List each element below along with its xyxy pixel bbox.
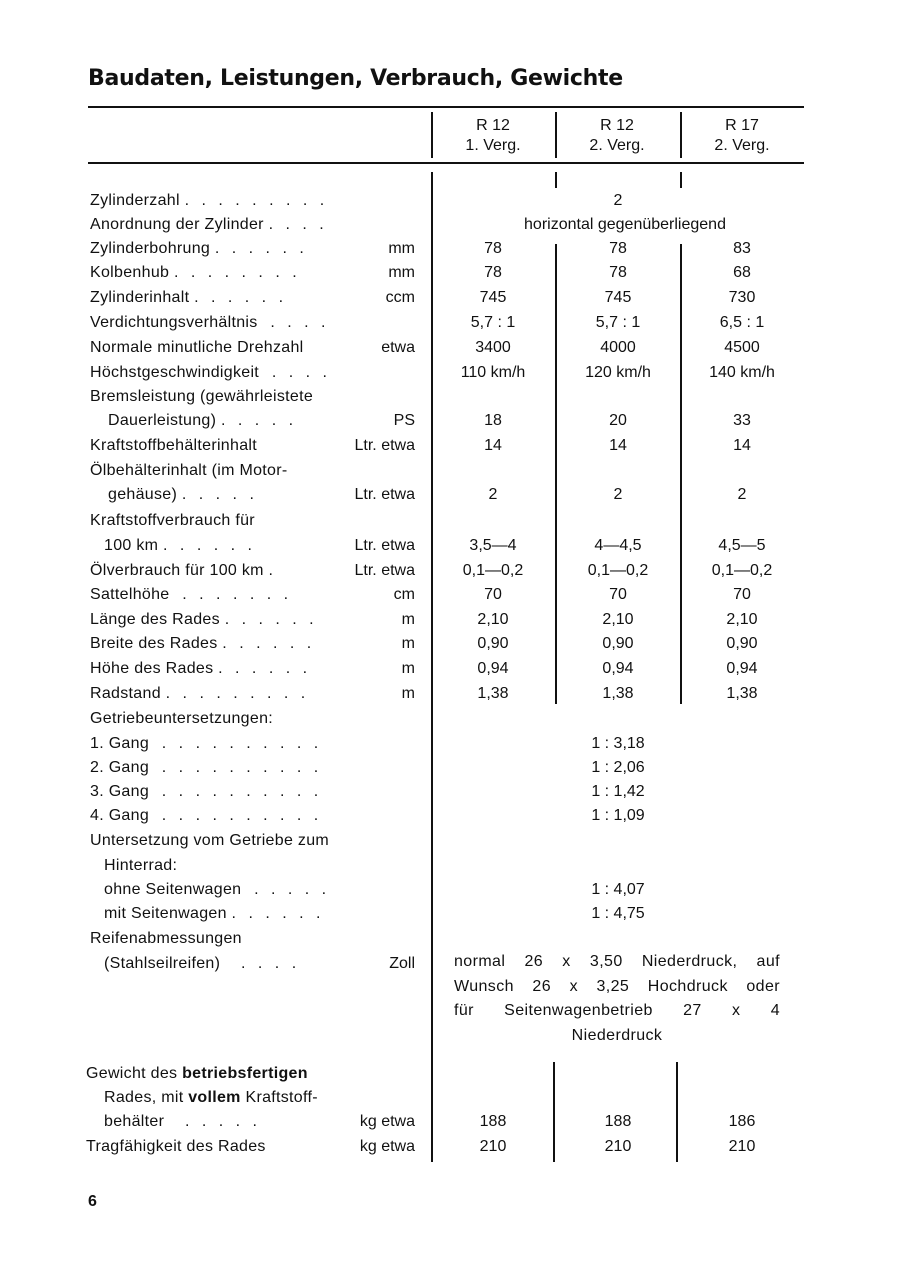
value-cell: 188 — [604, 1113, 632, 1130]
row-label: Rades, mit — [104, 1089, 184, 1106]
page-title: Baudaten, Leistungen, Verbrauch, Gewichte — [88, 66, 623, 91]
value-cell: 83 — [733, 240, 751, 257]
column-header-3: R 17 2. Verg. — [714, 117, 770, 154]
row-label: Breite des Rades — [90, 635, 218, 652]
table-row — [0, 783, 909, 808]
dot-leader: . . . . . . — [224, 611, 318, 628]
value-cell: 4,5—5 — [718, 537, 766, 554]
dot-leader: . . . . — [268, 216, 328, 233]
value-cell: 0,1—0,2 — [711, 562, 773, 579]
value-cell: 140 km/h — [709, 364, 775, 381]
row-label: Verdichtungsverhältnis — [90, 314, 258, 331]
row-unit: mm — [388, 240, 415, 257]
row-label: mit Seitenwagen — [104, 905, 227, 922]
row-unit: Ltr. etwa — [354, 486, 415, 503]
value-cell: 6,5 : 1 — [719, 314, 765, 331]
table-row — [0, 905, 909, 930]
value-cell: 68 — [733, 264, 751, 281]
tire-description-line: normal 26 x 3,50 Niederdruck, auf — [454, 953, 780, 970]
row-label: Bremsleistung (gewährleistete — [90, 388, 314, 405]
row-label: Höhe des Rades — [90, 660, 214, 677]
table-row — [0, 412, 909, 437]
column-header-1: R 12 1. Verg. — [465, 117, 521, 154]
header-top-rule — [88, 106, 804, 108]
value-cell: 1 : 4,07 — [591, 881, 645, 898]
value-cell: 1,38 — [602, 685, 634, 702]
table-row — [0, 240, 909, 265]
value-cell: 2 — [488, 486, 498, 503]
value-cell: 0,94 — [726, 660, 758, 677]
dot-leader: . . . . . . . . . — [165, 685, 310, 702]
value-cell: 20 — [609, 412, 627, 429]
value-cell: 188 — [479, 1113, 507, 1130]
dot-leader: . . . . . — [181, 486, 258, 503]
table-row — [0, 314, 909, 339]
table-row — [0, 807, 909, 832]
row-unit: kg etwa — [359, 1113, 415, 1130]
table-row — [0, 660, 909, 685]
value-cell: 70 — [733, 586, 751, 603]
row-label: Gewicht des — [86, 1065, 178, 1082]
table-row — [0, 1065, 909, 1090]
value-cell: 0,94 — [602, 660, 634, 677]
value-cell: 14 — [484, 437, 502, 454]
tire-description — [454, 950, 780, 1048]
dot-leader: . . . . . . . . . . — [161, 783, 323, 800]
page-number: 6 — [88, 1193, 97, 1210]
table-row — [0, 685, 909, 710]
row-label: (Stahlseilreifen) — [104, 955, 221, 972]
row-label: Kolbenhub — [90, 264, 170, 281]
value-cell: 78 — [484, 264, 502, 281]
value-cell: 120 km/h — [585, 364, 651, 381]
row-label: Getriebeuntersetzungen: — [90, 710, 274, 727]
value-cell: 0,1—0,2 — [587, 562, 649, 579]
dot-leader: . . . . . . — [231, 905, 325, 922]
value-cell: 2 — [613, 192, 623, 209]
row-label: gehäuse) — [108, 486, 178, 503]
value-cell: 78 — [609, 264, 627, 281]
dot-leader: . . . . . . . . . . — [161, 735, 323, 752]
value-cell: 70 — [609, 586, 627, 603]
row-label: Sattelhöhe — [90, 586, 170, 603]
dot-leader: . . . . . . . — [182, 586, 293, 603]
tire-description-line: für Seitenwagenbetrieb 27 x 4 — [454, 1002, 780, 1019]
row-unit: Ltr. etwa — [354, 562, 415, 579]
value-cell: horizontal gegenüberliegend — [524, 216, 726, 233]
value-cell: 1 : 3,18 — [591, 735, 645, 752]
value-cell: 3,5—4 — [469, 537, 517, 554]
table-row — [0, 486, 909, 511]
row-unit: Ltr. etwa — [354, 537, 415, 554]
row-unit: cm — [393, 586, 415, 603]
column-header-2: R 12 2. Verg. — [589, 117, 645, 154]
value-cell: 14 — [609, 437, 627, 454]
value-cell: 4500 — [724, 339, 760, 356]
value-cell: 33 — [733, 412, 751, 429]
row-unit: Ltr. etwa — [354, 437, 415, 454]
value-cell: 730 — [728, 289, 756, 306]
row-label: Untersetzung vom Getriebe zum — [90, 832, 330, 849]
value-cell: 745 — [479, 289, 507, 306]
value-cell: 110 km/h — [460, 364, 526, 381]
row-label: Kraftstoff- — [245, 1089, 318, 1106]
table-row — [0, 611, 909, 636]
dot-leader: . . . . . . — [222, 635, 316, 652]
section-heading — [0, 710, 909, 735]
row-label: behälter — [104, 1113, 165, 1130]
row-label: Zylinderinhalt — [90, 289, 190, 306]
value-cell: 5,7 : 1 — [595, 314, 641, 331]
row-label: 2. Gang — [90, 759, 150, 776]
table-row — [0, 388, 909, 413]
value-cell: 3400 — [475, 339, 511, 356]
row-label: Zylinderzahl — [90, 192, 180, 209]
dot-leader: . . . . . — [184, 1113, 261, 1130]
row-label: Länge des Rades — [90, 611, 220, 628]
table-row — [0, 537, 909, 562]
tire-description-line: Niederdruck — [571, 1026, 663, 1044]
table-row — [0, 192, 909, 217]
value-cell: 186 — [728, 1113, 756, 1130]
row-unit: m — [401, 660, 415, 677]
value-cell: 1 : 1,42 — [591, 783, 645, 800]
dot-leader: . . . . . . — [194, 289, 288, 306]
row-unit: kg etwa — [359, 1138, 415, 1155]
value-cell: 0,94 — [477, 660, 509, 677]
table-row — [0, 881, 909, 906]
value-cell: 14 — [733, 437, 751, 454]
row-label: Tragfähigkeit des Rades — [86, 1138, 266, 1155]
row-label: Kraftstoffbehälterinhalt — [90, 437, 258, 454]
row-label: Ölverbrauch für 100 km . — [90, 562, 274, 579]
row-unit: m — [401, 635, 415, 652]
value-cell: 1 : 4,75 — [591, 905, 645, 922]
tire-description-line: Wunsch 26 x 3,25 Hochdruck oder — [454, 977, 780, 995]
value-cell: 210 — [604, 1138, 632, 1155]
row-label: Hinterrad: — [104, 857, 178, 874]
row-unit: etwa — [381, 339, 415, 356]
dot-leader: . . . . . . — [218, 660, 312, 677]
dot-leader: . . . . . — [254, 881, 331, 898]
value-cell: 78 — [484, 240, 502, 257]
value-cell: 0,90 — [726, 635, 758, 652]
table-row — [0, 832, 909, 857]
table-row — [0, 857, 909, 882]
header-bottom-rule — [88, 162, 804, 164]
dot-leader: . . . . . . . . . . — [161, 807, 323, 824]
row-label: Ölbehälterinhalt (im Motor- — [90, 462, 288, 479]
row-label: Normale minutliche Drehzahl — [90, 339, 304, 356]
row-label: Dauerleistung) — [108, 412, 217, 429]
value-cell: 2 — [737, 486, 747, 503]
table-row — [0, 759, 909, 784]
row-label: Höchstgeschwindigkeit — [90, 364, 260, 381]
table-row — [0, 264, 909, 289]
value-cell: 4—4,5 — [594, 537, 642, 554]
dot-leader: . . . . — [271, 364, 331, 381]
dot-leader: . . . . . . . . — [173, 264, 301, 281]
value-cell: 745 — [604, 289, 632, 306]
value-cell: 0,90 — [477, 635, 509, 652]
dot-leader: . . . . . . . . . — [184, 192, 329, 209]
value-cell: 70 — [484, 586, 502, 603]
row-unit: Zoll — [389, 955, 415, 972]
table-row — [0, 364, 909, 389]
table-row — [0, 437, 909, 462]
row-label-emphasis: vollem — [188, 1089, 241, 1106]
table-row — [0, 1089, 909, 1114]
dot-leader: . . . . . — [221, 412, 298, 429]
table-row — [0, 462, 909, 487]
row-label-emphasis: betriebsfertigen — [182, 1065, 308, 1082]
table-row — [0, 216, 909, 241]
row-unit: mm — [388, 264, 415, 281]
value-cell: 1,38 — [477, 685, 509, 702]
dot-leader: . . . . . . — [214, 240, 308, 257]
row-unit: m — [401, 611, 415, 628]
column-divider-2-top — [555, 172, 557, 188]
value-cell: 1 : 2,06 — [591, 759, 645, 776]
value-cell: 4000 — [600, 339, 636, 356]
value-cell: 2 — [613, 486, 623, 503]
table-row — [0, 562, 909, 587]
row-label: Anordnung der Zylinder — [90, 216, 264, 233]
table-row — [0, 512, 909, 537]
dot-leader: . . . . . . . . . . — [161, 759, 323, 776]
value-cell: 18 — [484, 412, 502, 429]
table-row — [0, 1113, 909, 1138]
value-cell: 210 — [479, 1138, 507, 1155]
row-unit: ccm — [385, 289, 415, 306]
row-label: 3. Gang — [90, 783, 150, 800]
row-label: Reifenabmessungen — [90, 930, 242, 947]
value-cell: 78 — [609, 240, 627, 257]
table-row — [0, 1138, 909, 1163]
value-cell: 0,1—0,2 — [462, 562, 524, 579]
row-label: 100 km — [104, 537, 159, 554]
row-unit: PS — [393, 412, 415, 429]
table-row — [0, 586, 909, 611]
table-row — [0, 635, 909, 660]
row-unit: m — [401, 685, 415, 702]
value-cell: 2,10 — [602, 611, 634, 628]
value-cell: 210 — [728, 1138, 756, 1155]
row-label: Radstand — [90, 685, 161, 702]
value-cell: 5,7 : 1 — [470, 314, 516, 331]
table-row — [0, 735, 909, 760]
value-cell: 2,10 — [477, 611, 509, 628]
row-label: Kraftstoffverbrauch für — [90, 512, 255, 529]
value-cell: 1 : 1,09 — [591, 807, 645, 824]
row-label: 1. Gang — [90, 735, 150, 752]
dot-leader: . . . . . . — [163, 537, 256, 554]
row-label: 4. Gang — [90, 807, 150, 824]
table-row — [0, 289, 909, 314]
table-row — [0, 339, 909, 364]
row-label: ohne Seitenwagen — [104, 881, 242, 898]
dot-leader: . . . . — [270, 314, 330, 331]
row-label: Zylinderbohrung — [90, 240, 211, 257]
column-divider-3-top — [680, 172, 682, 188]
value-cell: 1,38 — [726, 685, 758, 702]
dot-leader: . . . . — [241, 955, 301, 972]
value-cell: 0,90 — [602, 635, 634, 652]
value-cell: 2,10 — [726, 611, 758, 628]
